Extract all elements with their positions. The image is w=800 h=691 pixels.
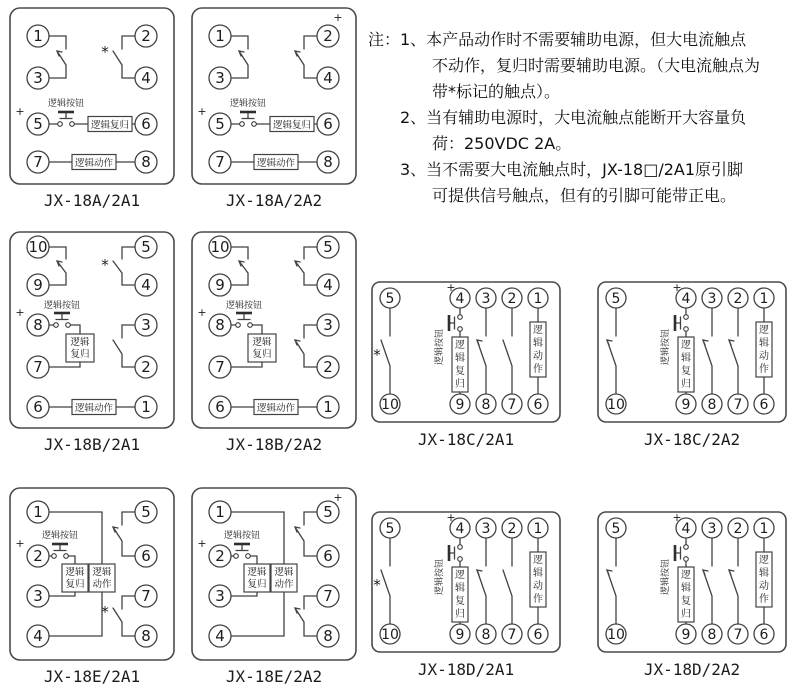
note-line: 3、当不需要大电流触点时，JX-18□/2A1原引脚 — [400, 160, 744, 179]
logic-reset-char: 归 — [681, 379, 691, 390]
logic-action-char: 逻 — [533, 325, 543, 336]
terminal-number: 4 — [141, 69, 151, 87]
diagram-jx-18d-2a2 — [596, 510, 788, 680]
terminal-number: 3 — [33, 587, 43, 605]
button-contact — [248, 323, 253, 328]
diagram-title: JX-18A/2A2 — [225, 191, 323, 210]
terminal-number: 3 — [707, 291, 717, 307]
terminal-number: 4 — [455, 521, 465, 537]
plus-sign: + — [15, 306, 25, 319]
terminal-number: 10 — [210, 238, 230, 256]
terminal-number: 8 — [707, 397, 717, 413]
terminal-number: 4 — [455, 291, 465, 307]
notes — [368, 27, 800, 209]
diagram-jx-18b-2a2 — [190, 230, 358, 458]
terminals — [209, 236, 339, 418]
terminal-number: 1 — [533, 291, 543, 307]
terminals — [27, 25, 157, 173]
terminal-number: 5 — [141, 238, 151, 256]
button-contact — [64, 554, 69, 559]
terminal-number: 2 — [733, 521, 743, 537]
terminal-number: 6 — [33, 398, 43, 416]
terminal-number: 6 — [533, 397, 543, 413]
star-mark: * — [101, 43, 109, 61]
logic-reset-label: 复归 — [252, 349, 272, 360]
terminal-number: 6 — [323, 115, 333, 133]
terminal-number: 7 — [733, 397, 743, 413]
note-line: 2、当有辅助电源时，大电流触点能断开大容量负 — [400, 108, 747, 127]
logic-reset-label: 逻辑复归 — [90, 120, 130, 131]
terminal-number: 1 — [533, 521, 543, 537]
logic-reset-label: 复归 — [65, 579, 85, 590]
terminal-number: 9 — [215, 276, 225, 294]
contact-arrow — [477, 340, 482, 345]
wiring — [231, 247, 317, 407]
logic-button-label: 逻辑按钮 — [435, 328, 445, 366]
terminal-number: 6 — [141, 547, 151, 565]
plus-sign: + — [333, 11, 343, 24]
terminal-number: 3 — [33, 69, 43, 87]
button-contact — [684, 545, 689, 550]
diagram-title: JX-18C/2A1 — [417, 430, 515, 449]
logic-action-char: 辑 — [533, 338, 543, 349]
plus-sign: + — [446, 281, 456, 294]
logic-reset-char: 逻 — [455, 340, 465, 351]
terminal-number: 1 — [33, 503, 43, 521]
terminal-number: 5 — [611, 291, 621, 307]
terminals — [209, 25, 339, 173]
logic-reset-char: 辑 — [681, 583, 691, 594]
terminal-number: 1 — [759, 291, 769, 307]
terminal-number: 2 — [323, 27, 333, 45]
terminal-number: 3 — [481, 291, 491, 307]
terminal-number: 2 — [733, 291, 743, 307]
logic-reset-char: 辑 — [455, 583, 465, 594]
logic-action-label: 逻辑动作 — [256, 158, 296, 169]
logic-action-label: 逻辑动作 — [74, 158, 114, 169]
terminal-number: 2 — [507, 521, 517, 537]
plus-sign: + — [672, 511, 682, 524]
diagram-title: JX-18B/2A1 — [43, 435, 141, 454]
contact-arrow — [477, 570, 482, 575]
logic-button-label: 逻辑按钮 — [229, 99, 267, 109]
note-line: 带*标记的触点）。 — [432, 82, 561, 101]
plus-sign: + — [333, 491, 343, 504]
logic-reset-label: 复归 — [247, 579, 267, 590]
button-contact — [684, 315, 689, 320]
terminal-number: 8 — [323, 627, 333, 645]
logic-action-char: 动 — [533, 351, 543, 362]
terminal-number: 10 — [28, 238, 48, 256]
logic-reset-label: 复归 — [70, 349, 90, 360]
button-contact — [684, 327, 689, 332]
terminal-number: 3 — [707, 521, 717, 537]
terminal-number: 8 — [323, 153, 333, 171]
logic-action-char: 逻 — [759, 555, 769, 566]
logic-action-char: 辑 — [759, 338, 769, 349]
terminal-number: 10 — [381, 627, 399, 643]
logic-reset-char: 复 — [681, 366, 691, 377]
logic-action-char: 作 — [759, 594, 769, 605]
terminal-number: 8 — [481, 397, 491, 413]
logic-button-label: 逻辑按钮 — [223, 531, 261, 541]
terminal-number: 5 — [385, 291, 395, 307]
logic-reset-label: 逻辑 — [65, 567, 85, 578]
logic-button-label: 逻辑按钮 — [43, 301, 81, 311]
logic-action-char: 动 — [759, 351, 769, 362]
terminal-number: 4 — [681, 521, 691, 537]
logic-reset-char: 复 — [455, 596, 465, 607]
diagram-title: JX-18C/2A2 — [643, 430, 741, 449]
note-line: 不动作，复归时需要辅助电源。（大电流触点为 — [432, 56, 761, 75]
terminal-number: 8 — [707, 627, 717, 643]
button-contact — [458, 327, 463, 332]
logic-action-char: 逻 — [533, 555, 543, 566]
terminal-number: 2 — [141, 358, 151, 376]
diagram-jx-18c-2a1 — [370, 280, 562, 450]
logic-button-label: 逻辑按钮 — [41, 531, 79, 541]
terminal-number: 5 — [385, 521, 395, 537]
button-contact — [684, 557, 689, 562]
terminal-number: 3 — [323, 316, 333, 334]
diagram-jx-18b-2a1 — [8, 230, 176, 458]
terminal-number: 2 — [507, 291, 517, 307]
button-contact — [70, 122, 75, 127]
terminal-number: 6 — [215, 398, 225, 416]
logic-reset-char: 归 — [455, 609, 465, 620]
logic-button-label: 逻辑按钮 — [661, 328, 671, 366]
logic-reset-char: 归 — [455, 379, 465, 390]
terminal-number: 8 — [33, 316, 43, 334]
diagram-title: JX-18E/2A1 — [43, 667, 141, 686]
note-line: 可提供信号触点，但有的引脚可能带正电。 — [432, 186, 737, 205]
plus-sign: + — [446, 511, 456, 524]
logic-action-label: 逻辑 — [274, 567, 294, 578]
terminal-number: 9 — [455, 627, 465, 643]
terminal-number: 5 — [323, 238, 333, 256]
terminal-number: 1 — [215, 27, 225, 45]
plus-sign: + — [672, 281, 682, 294]
star-mark: * — [101, 256, 109, 274]
terminal-number: 6 — [759, 397, 769, 413]
diagram-title: JX-18A/2A1 — [43, 191, 141, 210]
logic-action-label: 动作 — [92, 579, 112, 590]
diagram-jx-18e-2a2 — [190, 486, 358, 689]
logic-reset-char: 逻 — [681, 340, 691, 351]
diagram-title: JX-18B/2A2 — [225, 435, 323, 454]
plus-sign: + — [197, 105, 207, 118]
diagram-jx-18a-2a2 — [190, 6, 358, 213]
terminal-number: 7 — [215, 153, 225, 171]
logic-button-label: 逻辑按钮 — [435, 558, 445, 596]
logic-action-label: 逻辑动作 — [74, 403, 114, 414]
terminal-number: 7 — [733, 627, 743, 643]
logic-reset-label: 逻辑 — [247, 567, 267, 578]
wiring — [49, 247, 135, 407]
terminal-number: 6 — [759, 627, 769, 643]
button-contact — [58, 122, 63, 127]
contact-arrow — [607, 570, 612, 575]
contact-arrow — [607, 340, 612, 345]
logic-action-char: 作 — [533, 594, 543, 605]
terminal-number: 3 — [481, 521, 491, 537]
terminal-number: 7 — [141, 587, 151, 605]
terminal-number: 4 — [141, 276, 151, 294]
terminal-number: 2 — [323, 358, 333, 376]
logic-reset-char: 逻 — [455, 570, 465, 581]
terminal-number: 4 — [323, 276, 333, 294]
logic-button-label: 逻辑按钮 — [661, 558, 671, 596]
diagram-jx-18c-2a2 — [596, 280, 788, 450]
logic-action-char: 动 — [759, 581, 769, 592]
note-line: 荷：250VDC 2A。 — [432, 134, 572, 153]
terminal-number: 7 — [323, 587, 333, 605]
logic-reset-label: 逻辑 — [252, 337, 272, 348]
terminal-number: 4 — [681, 291, 691, 307]
terminal-number: 1 — [33, 27, 43, 45]
terminal-number: 9 — [681, 627, 691, 643]
terminal-number: 8 — [141, 627, 151, 645]
diagram-title: JX-18E/2A2 — [225, 667, 323, 686]
terminal-number: 2 — [215, 547, 225, 565]
logic-reset-char: 复 — [681, 596, 691, 607]
terminal-number: 8 — [141, 153, 151, 171]
terminal-number: 6 — [141, 115, 151, 133]
contact-arrow — [703, 570, 708, 575]
logic-button-label: 逻辑按钮 — [47, 99, 85, 109]
terminal-number: 3 — [215, 69, 225, 87]
plus-sign: + — [15, 105, 25, 118]
button-contact — [54, 323, 59, 328]
logic-action-char: 动 — [533, 581, 543, 592]
terminal-number: 1 — [759, 521, 769, 537]
logic-button-label: 逻辑按钮 — [225, 301, 263, 311]
logic-reset-char: 归 — [681, 609, 691, 620]
button-contact — [458, 557, 463, 562]
logic-action-char: 辑 — [759, 568, 769, 579]
logic-action-char: 作 — [533, 364, 543, 375]
logic-action-label: 逻辑 — [92, 567, 112, 578]
terminal-number: 6 — [323, 547, 333, 565]
terminals — [27, 236, 157, 418]
terminal-number: 1 — [323, 398, 333, 416]
plus-sign: + — [197, 306, 207, 319]
terminal-number: 7 — [507, 397, 517, 413]
star-mark: * — [101, 603, 109, 621]
button-contact — [236, 323, 241, 328]
terminal-number: 1 — [141, 398, 151, 416]
contact-arrow — [703, 340, 708, 345]
diagram-jx-18a-2a1 — [8, 6, 176, 213]
logic-action-char: 作 — [759, 364, 769, 375]
terminal-number: 2 — [141, 27, 151, 45]
terminal-number: 9 — [681, 397, 691, 413]
terminal-number: 10 — [607, 397, 625, 413]
logic-action-char: 辑 — [533, 568, 543, 579]
button-contact — [240, 122, 245, 127]
terminal-number: 3 — [215, 587, 225, 605]
plus-sign: + — [197, 537, 207, 550]
terminal-number: 7 — [215, 358, 225, 376]
note-line: 注：1、本产品动作时不需要辅助电源，但大电流触点 — [368, 30, 747, 49]
terminal-number: 8 — [481, 627, 491, 643]
terminal-number: 5 — [141, 503, 151, 521]
terminal-number: 4 — [323, 69, 333, 87]
button-contact — [66, 323, 71, 328]
button-contact — [246, 554, 251, 559]
logic-reset-char: 逻 — [681, 570, 691, 581]
diagram-title: JX-18D/2A2 — [643, 660, 741, 679]
button-contact — [458, 315, 463, 320]
contact-arrow — [729, 570, 734, 575]
terminal-number: 5 — [323, 503, 333, 521]
star-mark: * — [373, 576, 381, 594]
terminal-number: 3 — [141, 316, 151, 334]
logic-reset-label: 逻辑 — [70, 337, 90, 348]
terminal-number: 4 — [215, 627, 225, 645]
logic-action-label: 动作 — [274, 579, 294, 590]
terminal-number: 2 — [33, 547, 43, 565]
button-contact — [234, 554, 239, 559]
terminal-number: 1 — [215, 503, 225, 521]
terminal-number: 5 — [215, 115, 225, 133]
logic-reset-char: 辑 — [681, 353, 691, 364]
terminal-number: 8 — [215, 316, 225, 334]
terminal-number: 7 — [507, 627, 517, 643]
terminal-number: 10 — [607, 627, 625, 643]
plus-sign: + — [15, 537, 25, 550]
terminal-number: 7 — [33, 153, 43, 171]
terminal-number: 10 — [381, 397, 399, 413]
terminal-number: 5 — [611, 521, 621, 537]
button-contact — [52, 554, 57, 559]
terminal-number: 7 — [33, 358, 43, 376]
diagram-jx-18e-2a1 — [8, 486, 176, 689]
terminal-number: 6 — [533, 627, 543, 643]
contact-arrow — [729, 340, 734, 345]
terminal-number: 9 — [33, 276, 43, 294]
logic-action-char: 逻 — [759, 325, 769, 336]
terminal-number: 4 — [33, 627, 43, 645]
logic-reset-char: 复 — [455, 366, 465, 377]
star-mark: * — [373, 346, 381, 364]
terminal-number: 9 — [455, 397, 465, 413]
logic-reset-char: 辑 — [455, 353, 465, 364]
diagram-title: JX-18D/2A1 — [417, 660, 515, 679]
logic-action-label: 逻辑动作 — [256, 403, 296, 414]
button-contact — [458, 545, 463, 550]
terminal-number: 5 — [33, 115, 43, 133]
button-contact — [252, 122, 257, 127]
logic-reset-label: 逻辑复归 — [272, 120, 312, 131]
diagram-jx-18d-2a1 — [370, 510, 562, 680]
